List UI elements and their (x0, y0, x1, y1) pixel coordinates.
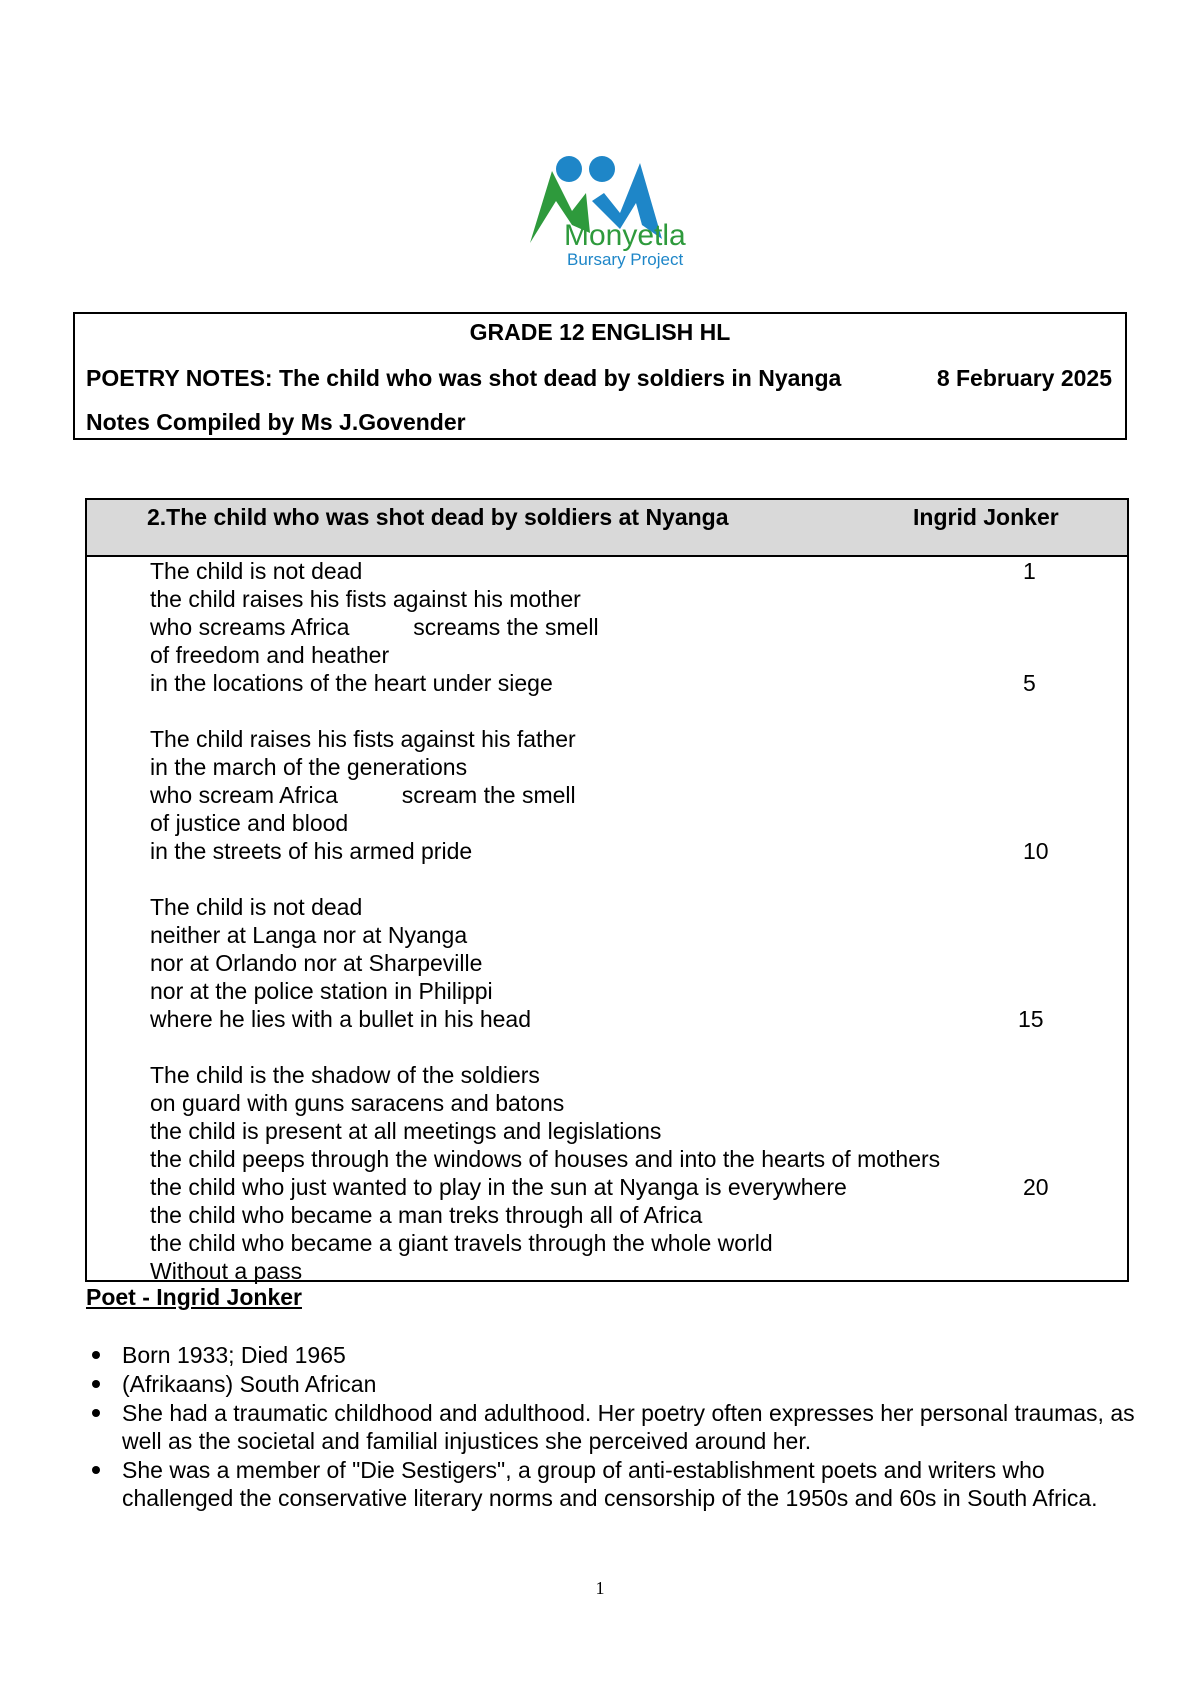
notes-compiler: Notes Compiled by Ms J.Govender (86, 409, 466, 435)
bullet-icon (92, 1351, 100, 1359)
fact-text: She had a traumatic childhood and adulthood. Her poetry often expresses her personal traumas, as well as the societal and familial injustices she perceived around her. (122, 1400, 1135, 1454)
poem-line: the child is present at all meetings and legislations (150, 1118, 662, 1144)
poem-line: the child raises his fists against his mother (150, 586, 581, 612)
monyetla-logo (512, 141, 692, 281)
poem-text (150, 557, 940, 1285)
poem-line: the child peeps through the windows of houses and into the hearts of mothers (150, 1146, 941, 1172)
list-item (86, 1399, 1146, 1455)
bullet-icon (92, 1409, 100, 1417)
page-number: 1 (595, 1578, 605, 1598)
notes-subject: POETRY NOTES: The child who was shot dead by soldiers in Nyanga (86, 365, 842, 391)
list-item (86, 1341, 1146, 1369)
header-box (73, 312, 1127, 440)
poem-line: where he lies with a bullet in his head (150, 1006, 532, 1032)
line-number: 1 (1023, 558, 1036, 584)
line-number: 20 (1023, 1174, 1049, 1200)
logo-name: Monyetla (564, 219, 686, 252)
poem-line: of justice and blood (150, 810, 349, 836)
poem-line: the child who just wanted to play in the sun at Nyanga is everywhere (150, 1174, 847, 1200)
poem-line: in the march of the generations (150, 754, 468, 780)
poem-line: the child who became a giant travels through the whole world (150, 1230, 773, 1256)
line-number: 15 (1018, 1006, 1044, 1032)
poem-line: who screams Africa screams the smell (150, 614, 599, 640)
poem-line: The child is the shadow of the soldiers (150, 1062, 540, 1088)
list-item (86, 1456, 1146, 1512)
stanza-break (150, 1033, 940, 1061)
poem-header (87, 500, 1127, 557)
poem-line: The child is not dead (150, 558, 363, 584)
poem-line: neither at Langa nor at Nyanga (150, 922, 468, 948)
stanza-break (150, 865, 940, 893)
poem-title: 2.The child who was shot dead by soldiers at Nyanga (147, 504, 729, 530)
poem-line: nor at Orlando nor at Sharpeville (150, 950, 483, 976)
fact-text: Born 1933; Died 1965 (122, 1342, 346, 1368)
poem-line: on guard with guns saracens and batons (150, 1090, 565, 1116)
poem-line: who scream Africa scream the smell (150, 782, 576, 808)
poem-line: the child who became a man treks through all of Africa (150, 1202, 703, 1228)
poem-line: nor at the police station in Philippi (150, 978, 493, 1004)
poem-line: of freedom and heather (150, 642, 390, 668)
poet-facts-list (86, 1341, 1146, 1513)
poem-box (85, 498, 1129, 1282)
bullet-icon (92, 1380, 100, 1388)
stanza-break (150, 697, 940, 725)
poem-line: The child raises his fists against his father (150, 726, 576, 752)
list-item (86, 1370, 1146, 1398)
line-number: 5 (1023, 670, 1036, 696)
poem-line: The child is not dead (150, 894, 363, 920)
bullet-icon (92, 1466, 100, 1474)
fact-text: She was a member of "Die Sestigers", a group of anti-establishment poets and writers who challenged the conservative literary norms and censorship of the 1950s and 60s in South Africa. (122, 1457, 1098, 1511)
poem-line: in the locations of the heart under siege (150, 670, 553, 696)
logo-subtitle: Bursary Project (567, 250, 684, 269)
fact-text: (Afrikaans) South African (122, 1371, 377, 1397)
poem-author: Ingrid Jonker (913, 504, 1059, 530)
poem-line: in the streets of his armed pride (150, 838, 473, 864)
document-title: GRADE 12 ENGLISH HL (469, 319, 731, 345)
poet-heading: Poet - Ingrid Jonker (86, 1284, 302, 1310)
notes-date: 8 February 2025 (936, 365, 1112, 391)
line-number: 10 (1023, 838, 1049, 864)
poem-line: Without a pass (150, 1258, 303, 1284)
